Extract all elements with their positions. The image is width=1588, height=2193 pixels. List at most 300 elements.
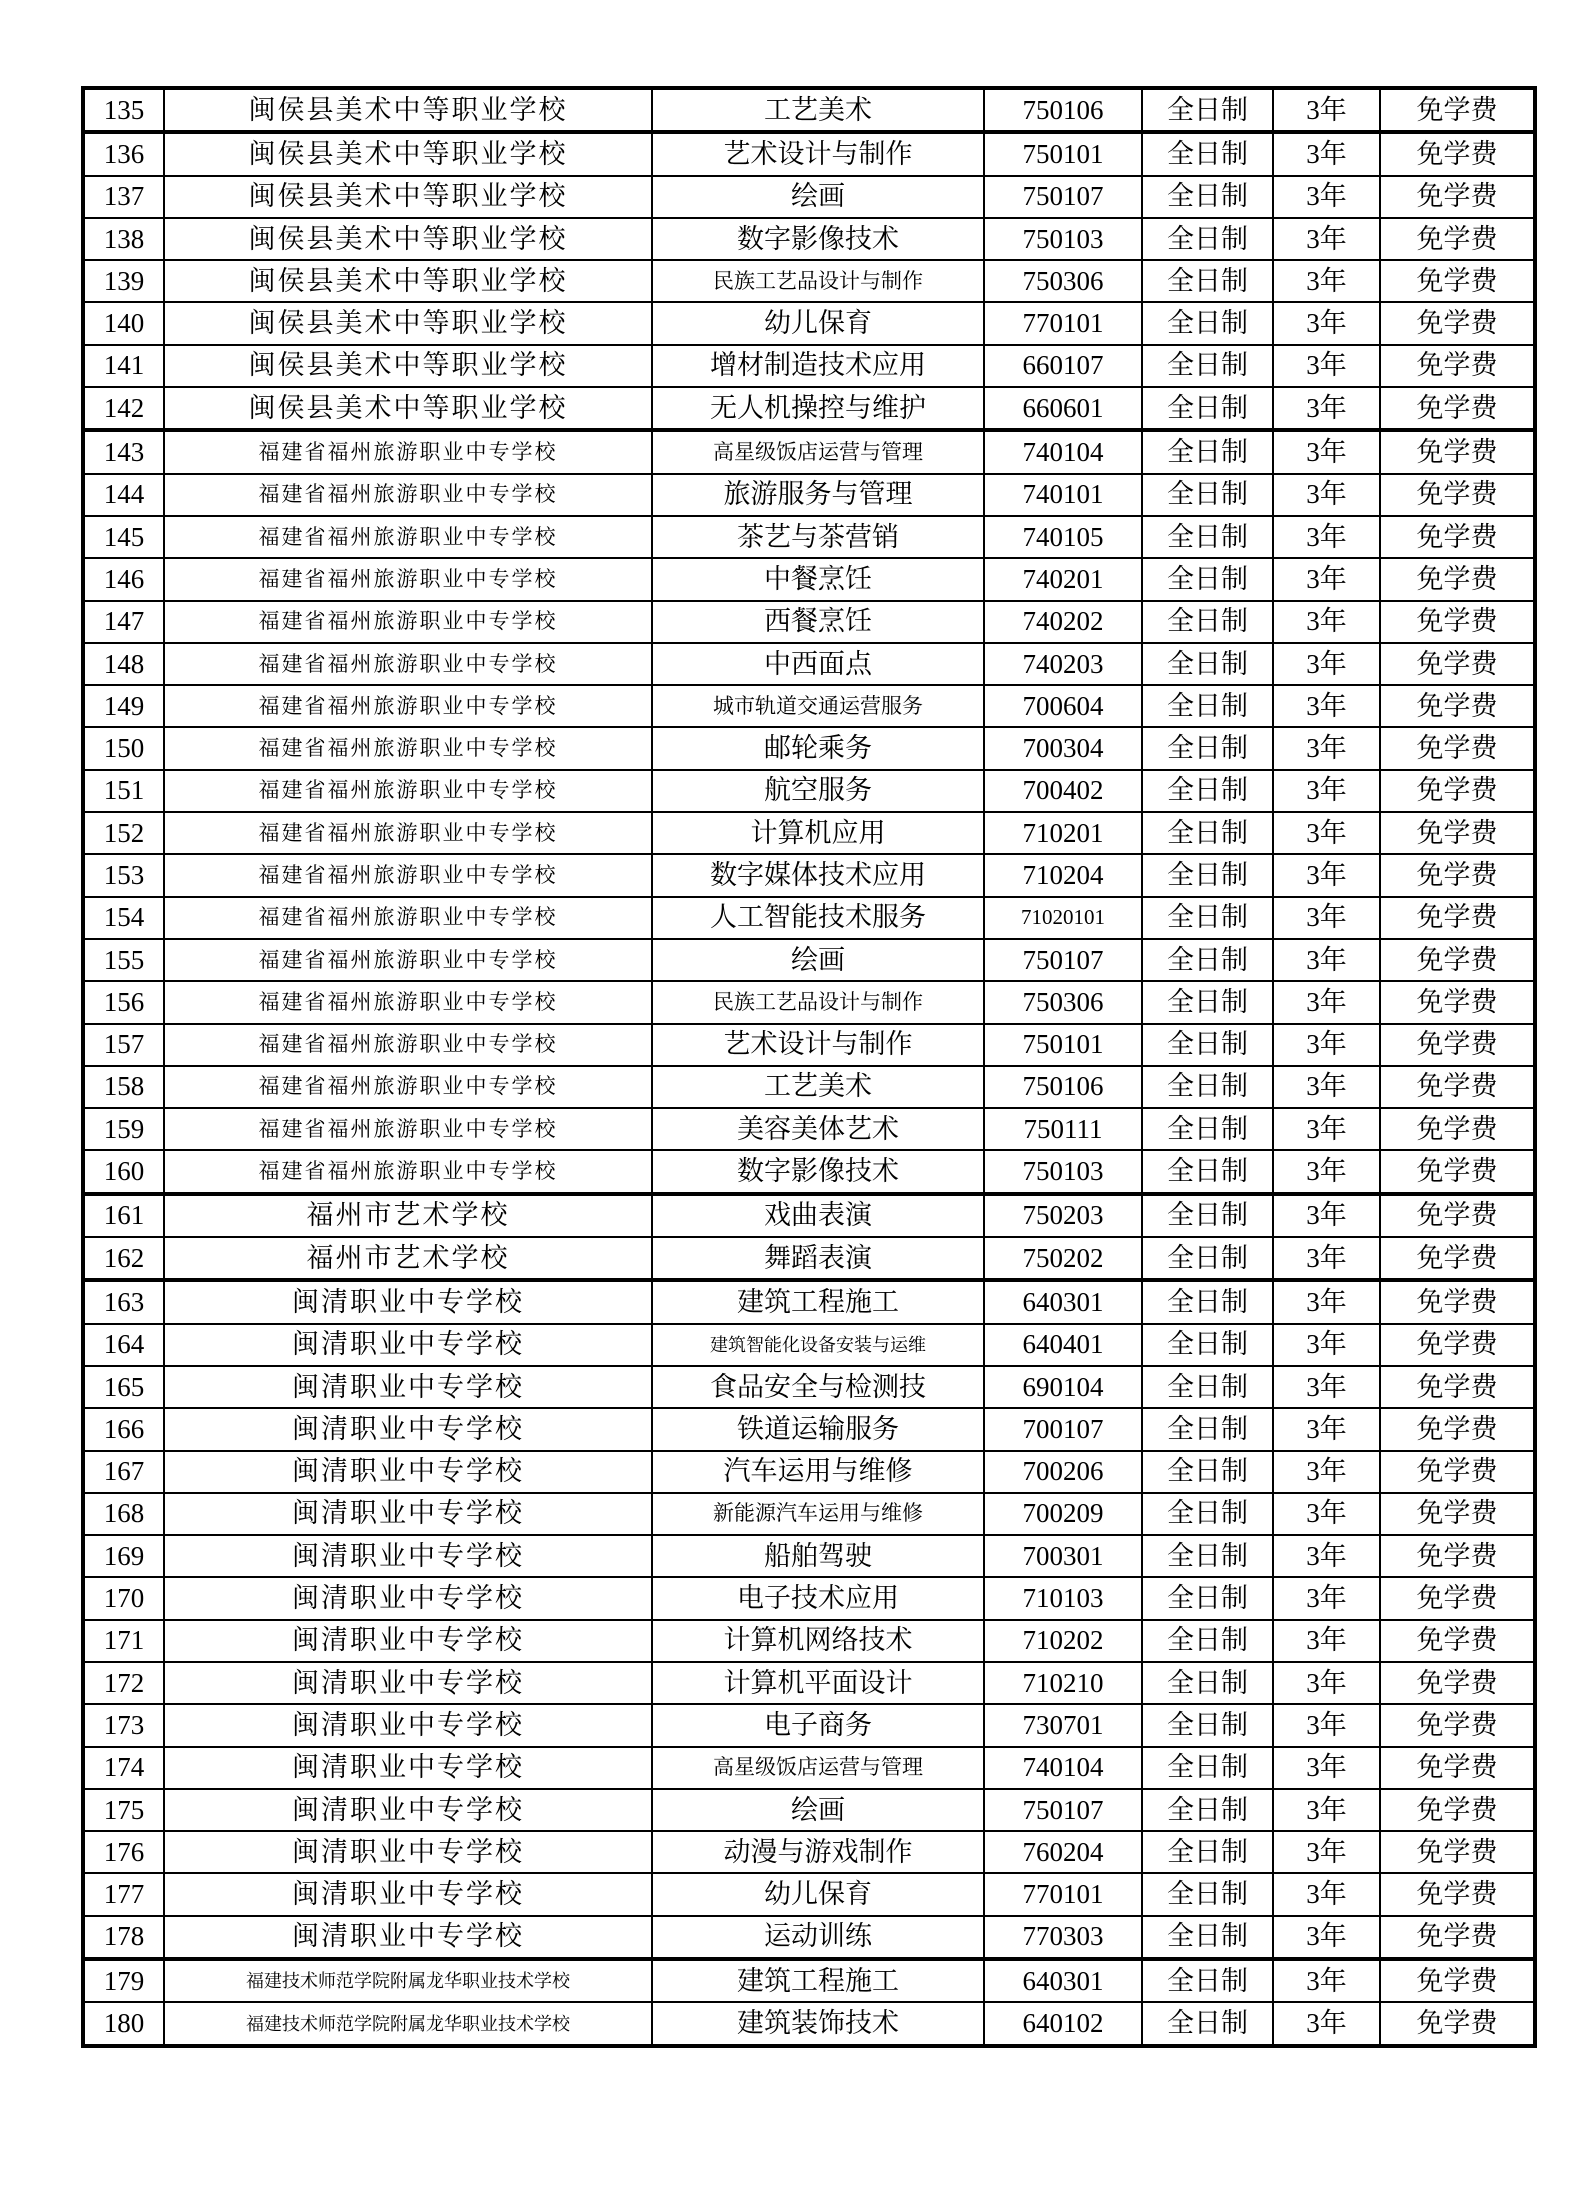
table-row [83,260,1535,302]
tuition-status: 免学费 [1380,1108,1535,1150]
study-mode: 全日制 [1142,812,1273,854]
tuition-status: 免学费 [1380,1493,1535,1535]
row-number: 177 [83,1873,164,1915]
major-name: 食品安全与检测技 [652,1366,984,1408]
tuition-status: 免学费 [1380,981,1535,1023]
tuition-status: 免学费 [1380,558,1535,600]
major-code: 690104 [984,1366,1142,1408]
major-name: 汽车运用与维修 [652,1451,984,1493]
row-number: 136 [83,132,164,175]
table-row [83,2002,1535,2045]
study-mode: 全日制 [1142,1916,1273,1959]
major-name: 新能源汽车运用与维修 [652,1493,984,1535]
major-name: 铁道运输服务 [652,1408,984,1450]
duration: 3年 [1273,1108,1380,1150]
major-code: 710201 [984,812,1142,854]
tuition-status: 免学费 [1380,1916,1535,1959]
tuition-status: 免学费 [1380,812,1535,854]
row-number: 152 [83,812,164,854]
tuition-status: 免学费 [1380,1535,1535,1577]
study-mode: 全日制 [1142,1150,1273,1193]
school-name: 闽清职业中专学校 [164,1280,652,1323]
major-name: 增材制造技术应用 [652,345,984,387]
major-code: 71020101 [984,897,1142,939]
study-mode: 全日制 [1142,1789,1273,1831]
table-row [83,1150,1535,1193]
study-mode: 全日制 [1142,1747,1273,1789]
major-code: 700209 [984,1493,1142,1535]
school-name: 闽侯县美术中等职业学校 [164,345,652,387]
study-mode: 全日制 [1142,1831,1273,1873]
major-code: 740202 [984,601,1142,643]
tuition-status: 免学费 [1380,1066,1535,1108]
major-name: 无人机操控与维护 [652,387,984,430]
duration: 3年 [1273,132,1380,175]
major-code: 750101 [984,132,1142,175]
school-name: 福建技术师范学院附属龙华职业技术学校 [164,1959,652,2002]
major-name: 戏曲表演 [652,1194,984,1237]
study-mode: 全日制 [1142,1366,1273,1408]
school-name: 福建省福州旅游职业中专学校 [164,558,652,600]
study-mode: 全日制 [1142,302,1273,344]
major-code: 700604 [984,685,1142,727]
school-name: 福建省福州旅游职业中专学校 [164,727,652,769]
table-row [83,88,1535,132]
major-name: 工艺美术 [652,88,984,132]
duration: 3年 [1273,1280,1380,1323]
school-name: 闽侯县美术中等职业学校 [164,176,652,218]
duration: 3年 [1273,1747,1380,1789]
study-mode: 全日制 [1142,1024,1273,1066]
table-row [83,727,1535,769]
tuition-status: 免学费 [1380,685,1535,727]
row-number: 171 [83,1620,164,1662]
row-number: 158 [83,1066,164,1108]
major-code: 700402 [984,770,1142,812]
row-number: 153 [83,854,164,896]
row-number: 149 [83,685,164,727]
school-name: 福州市艺术学校 [164,1237,652,1280]
duration: 3年 [1273,1066,1380,1108]
tuition-status: 免学费 [1380,1620,1535,1662]
duration: 3年 [1273,1916,1380,1959]
row-number: 144 [83,474,164,516]
row-number: 176 [83,1831,164,1873]
table-row [83,1237,1535,1280]
table-row [83,1366,1535,1408]
duration: 3年 [1273,1831,1380,1873]
row-number: 169 [83,1535,164,1577]
major-name: 数字媒体技术应用 [652,854,984,896]
table-row [83,1916,1535,1959]
school-name: 福建省福州旅游职业中专学校 [164,1108,652,1150]
major-code: 730701 [984,1704,1142,1746]
study-mode: 全日制 [1142,2002,1273,2045]
row-number: 167 [83,1451,164,1493]
duration: 3年 [1273,1493,1380,1535]
tuition-status: 免学费 [1380,770,1535,812]
duration: 3年 [1273,1194,1380,1237]
study-mode: 全日制 [1142,1194,1273,1237]
study-mode: 全日制 [1142,558,1273,600]
table-row [83,1704,1535,1746]
table-row [83,345,1535,387]
study-mode: 全日制 [1142,474,1273,516]
school-name: 福建省福州旅游职业中专学校 [164,516,652,558]
school-name: 闽清职业中专学校 [164,1366,652,1408]
duration: 3年 [1273,345,1380,387]
table-row [83,1324,1535,1366]
row-number: 139 [83,260,164,302]
tuition-status: 免学费 [1380,516,1535,558]
major-code: 750107 [984,1789,1142,1831]
major-code: 750107 [984,939,1142,981]
row-number: 165 [83,1366,164,1408]
duration: 3年 [1273,1873,1380,1915]
row-number: 180 [83,2002,164,2045]
tuition-status: 免学费 [1380,260,1535,302]
major-code: 640401 [984,1324,1142,1366]
major-code: 710202 [984,1620,1142,1662]
tuition-status: 免学费 [1380,430,1535,473]
major-code: 750106 [984,88,1142,132]
study-mode: 全日制 [1142,643,1273,685]
major-code: 740101 [984,474,1142,516]
table-body [83,88,1535,2046]
major-name: 艺术设计与制作 [652,132,984,175]
study-mode: 全日制 [1142,88,1273,132]
school-name: 福建省福州旅游职业中专学校 [164,430,652,473]
major-code: 740104 [984,1747,1142,1789]
study-mode: 全日制 [1142,176,1273,218]
table-row [83,1108,1535,1150]
study-mode: 全日制 [1142,1704,1273,1746]
tuition-status: 免学费 [1380,2002,1535,2045]
major-name: 建筑工程施工 [652,1280,984,1323]
duration: 3年 [1273,302,1380,344]
study-mode: 全日制 [1142,1620,1273,1662]
table-row [83,387,1535,430]
duration: 3年 [1273,1535,1380,1577]
tuition-status: 免学费 [1380,1408,1535,1450]
study-mode: 全日制 [1142,770,1273,812]
table-row [83,897,1535,939]
tuition-status: 免学费 [1380,727,1535,769]
major-code: 770303 [984,1916,1142,1959]
duration: 3年 [1273,601,1380,643]
table-row [83,302,1535,344]
row-number: 163 [83,1280,164,1323]
school-name: 闽清职业中专学校 [164,1747,652,1789]
tuition-status: 免学费 [1380,1150,1535,1193]
study-mode: 全日制 [1142,1108,1273,1150]
row-number: 150 [83,727,164,769]
table-row [83,516,1535,558]
school-name: 福建省福州旅游职业中专学校 [164,854,652,896]
study-mode: 全日制 [1142,1280,1273,1323]
tuition-status: 免学费 [1380,1194,1535,1237]
major-name: 数字影像技术 [652,218,984,260]
major-name: 茶艺与茶营销 [652,516,984,558]
table-row [83,643,1535,685]
study-mode: 全日制 [1142,1535,1273,1577]
tuition-status: 免学费 [1380,1024,1535,1066]
duration: 3年 [1273,1324,1380,1366]
table-row [83,854,1535,896]
row-number: 175 [83,1789,164,1831]
major-name: 航空服务 [652,770,984,812]
table-row [83,1194,1535,1237]
row-number: 164 [83,1324,164,1366]
school-name: 闽清职业中专学校 [164,1662,652,1704]
table-row [83,474,1535,516]
row-number: 140 [83,302,164,344]
table-row [83,1831,1535,1873]
school-name: 闽清职业中专学校 [164,1620,652,1662]
study-mode: 全日制 [1142,1237,1273,1280]
duration: 3年 [1273,727,1380,769]
table-row [83,1789,1535,1831]
row-number: 135 [83,88,164,132]
school-name: 福建省福州旅游职业中专学校 [164,1150,652,1193]
school-name: 闽清职业中专学校 [164,1535,652,1577]
major-name: 中餐烹饪 [652,558,984,600]
study-mode: 全日制 [1142,601,1273,643]
major-name: 人工智能技术服务 [652,897,984,939]
major-name: 高星级饭店运营与管理 [652,430,984,473]
tuition-status: 免学费 [1380,1662,1535,1704]
row-number: 147 [83,601,164,643]
row-number: 156 [83,981,164,1023]
major-name: 绘画 [652,176,984,218]
row-number: 146 [83,558,164,600]
school-name: 福建省福州旅游职业中专学校 [164,770,652,812]
table-row [83,1873,1535,1915]
row-number: 141 [83,345,164,387]
table-row [83,685,1535,727]
duration: 3年 [1273,1620,1380,1662]
school-name: 闽清职业中专学校 [164,1789,652,1831]
duration: 3年 [1273,1662,1380,1704]
tuition-status: 免学费 [1380,1324,1535,1366]
school-name: 福建省福州旅游职业中专学校 [164,897,652,939]
tuition-status: 免学费 [1380,302,1535,344]
table-row [83,218,1535,260]
study-mode: 全日制 [1142,430,1273,473]
major-code: 640301 [984,1280,1142,1323]
major-name: 邮轮乘务 [652,727,984,769]
tuition-status: 免学费 [1380,601,1535,643]
row-number: 138 [83,218,164,260]
major-code: 750306 [984,260,1142,302]
duration: 3年 [1273,558,1380,600]
duration: 3年 [1273,812,1380,854]
tuition-status: 免学费 [1380,939,1535,981]
major-code: 770101 [984,1873,1142,1915]
school-name: 福建省福州旅游职业中专学校 [164,812,652,854]
school-name: 福州市艺术学校 [164,1194,652,1237]
study-mode: 全日制 [1142,854,1273,896]
row-number: 162 [83,1237,164,1280]
study-mode: 全日制 [1142,727,1273,769]
tuition-status: 免学费 [1380,1451,1535,1493]
school-name: 闽清职业中专学校 [164,1577,652,1619]
row-number: 172 [83,1662,164,1704]
major-code: 700206 [984,1451,1142,1493]
duration: 3年 [1273,1451,1380,1493]
major-name: 数字影像技术 [652,1150,984,1193]
major-name: 电子商务 [652,1704,984,1746]
major-name: 美容美体艺术 [652,1108,984,1150]
major-name: 绘画 [652,939,984,981]
table-row [83,176,1535,218]
duration: 3年 [1273,516,1380,558]
tuition-status: 免学费 [1380,897,1535,939]
tuition-status: 免学费 [1380,1747,1535,1789]
duration: 3年 [1273,643,1380,685]
row-number: 168 [83,1493,164,1535]
tuition-status: 免学费 [1380,88,1535,132]
duration: 3年 [1273,88,1380,132]
duration: 3年 [1273,1704,1380,1746]
table-row [83,1451,1535,1493]
school-name: 闽清职业中专学校 [164,1324,652,1366]
table-row [83,558,1535,600]
major-code: 750202 [984,1237,1142,1280]
school-name: 闽清职业中专学校 [164,1451,652,1493]
major-name: 城市轨道交通运营服务 [652,685,984,727]
major-code: 750306 [984,981,1142,1023]
tuition-status: 免学费 [1380,1959,1535,2002]
duration: 3年 [1273,474,1380,516]
study-mode: 全日制 [1142,218,1273,260]
school-name: 福建省福州旅游职业中专学校 [164,1066,652,1108]
school-name: 福建省福州旅游职业中专学校 [164,981,652,1023]
school-name: 闽侯县美术中等职业学校 [164,88,652,132]
major-name: 建筑工程施工 [652,1959,984,2002]
major-name: 民族工艺品设计与制作 [652,981,984,1023]
study-mode: 全日制 [1142,1577,1273,1619]
school-name: 闽侯县美术中等职业学校 [164,260,652,302]
major-name: 建筑智能化设备安装与运维 [652,1324,984,1366]
duration: 3年 [1273,218,1380,260]
tuition-status: 免学费 [1380,1704,1535,1746]
study-mode: 全日制 [1142,387,1273,430]
major-name: 中西面点 [652,643,984,685]
table-row [83,1066,1535,1108]
duration: 3年 [1273,685,1380,727]
major-code: 750106 [984,1066,1142,1108]
major-code: 660601 [984,387,1142,430]
duration: 3年 [1273,1789,1380,1831]
row-number: 145 [83,516,164,558]
duration: 3年 [1273,854,1380,896]
major-code: 700301 [984,1535,1142,1577]
school-name: 闽侯县美术中等职业学校 [164,132,652,175]
major-name: 西餐烹饪 [652,601,984,643]
major-code: 710210 [984,1662,1142,1704]
major-name: 船舶驾驶 [652,1535,984,1577]
major-name: 计算机应用 [652,812,984,854]
school-name: 福建技术师范学院附属龙华职业技术学校 [164,2002,652,2045]
duration: 3年 [1273,2002,1380,2045]
major-name: 幼儿保育 [652,1873,984,1915]
study-mode: 全日制 [1142,260,1273,302]
study-mode: 全日制 [1142,345,1273,387]
table-row [83,1535,1535,1577]
row-number: 170 [83,1577,164,1619]
row-number: 155 [83,939,164,981]
study-mode: 全日制 [1142,1408,1273,1450]
major-name: 艺术设计与制作 [652,1024,984,1066]
row-number: 143 [83,430,164,473]
school-name: 闽清职业中专学校 [164,1916,652,1959]
tuition-status: 免学费 [1380,1789,1535,1831]
school-name: 闽清职业中专学校 [164,1831,652,1873]
major-name: 计算机平面设计 [652,1662,984,1704]
study-mode: 全日制 [1142,1451,1273,1493]
table-row [83,430,1535,473]
duration: 3年 [1273,1959,1380,2002]
table-row [83,1408,1535,1450]
study-mode: 全日制 [1142,1493,1273,1535]
study-mode: 全日制 [1142,685,1273,727]
study-mode: 全日制 [1142,1959,1273,2002]
duration: 3年 [1273,1024,1380,1066]
study-mode: 全日制 [1142,516,1273,558]
major-code: 770101 [984,302,1142,344]
table-row [83,1280,1535,1323]
study-mode: 全日制 [1142,981,1273,1023]
major-name: 电子技术应用 [652,1577,984,1619]
row-number: 166 [83,1408,164,1450]
major-code: 750101 [984,1024,1142,1066]
major-code: 640102 [984,2002,1142,2045]
tuition-status: 免学费 [1380,1237,1535,1280]
duration: 3年 [1273,1150,1380,1193]
major-name: 旅游服务与管理 [652,474,984,516]
tuition-status: 免学费 [1380,1873,1535,1915]
row-number: 157 [83,1024,164,1066]
table-row [83,1747,1535,1789]
table-row [83,1577,1535,1619]
duration: 3年 [1273,1577,1380,1619]
school-name: 闽清职业中专学校 [164,1493,652,1535]
row-number: 179 [83,1959,164,2002]
tuition-status: 免学费 [1380,643,1535,685]
major-name: 计算机网络技术 [652,1620,984,1662]
row-number: 148 [83,643,164,685]
tuition-status: 免学费 [1380,854,1535,896]
table-row [83,1620,1535,1662]
row-number: 142 [83,387,164,430]
duration: 3年 [1273,1366,1380,1408]
duration: 3年 [1273,770,1380,812]
school-name: 福建省福州旅游职业中专学校 [164,685,652,727]
school-name: 闽清职业中专学校 [164,1408,652,1450]
study-mode: 全日制 [1142,897,1273,939]
school-name: 闽侯县美术中等职业学校 [164,387,652,430]
tuition-status: 免学费 [1380,218,1535,260]
duration: 3年 [1273,897,1380,939]
major-code: 740104 [984,430,1142,473]
major-name: 高星级饭店运营与管理 [652,1747,984,1789]
table-row [83,812,1535,854]
major-code: 740105 [984,516,1142,558]
major-code: 760204 [984,1831,1142,1873]
tuition-status: 免学费 [1380,474,1535,516]
tuition-status: 免学费 [1380,387,1535,430]
